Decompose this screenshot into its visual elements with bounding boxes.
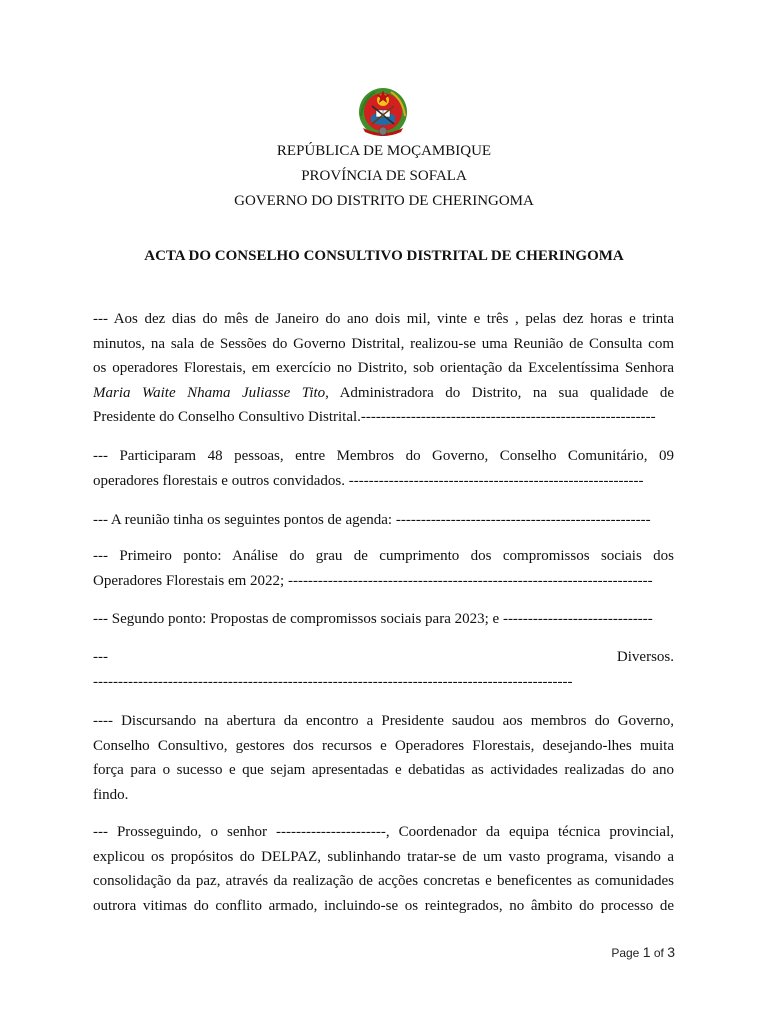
paragraph-line: --- Primeiro ponto: Análise do grau de cumprimento dos compromissos sociais dos	[93, 548, 674, 564]
page-number-footer: Page 1 of 3	[611, 944, 675, 960]
paragraph-line: Operadores Florestais em 2022; -------------------------------------------------------------------------	[93, 572, 653, 589]
paragraph-opening	[93, 307, 674, 430]
agenda-item-diversos: Diversos.	[616, 649, 674, 665]
paragraph-line: --- Aos dez dias do mês de Janeiro do ano dois mil, vinte e três , pelas dez horas e trinta	[93, 311, 674, 327]
header-province: PROVÍNCIA DE SOFALA	[301, 168, 467, 184]
current-page-number: 1	[642, 944, 651, 960]
total-page-count: 3	[667, 944, 675, 960]
document-title: ACTA DO CONSELHO CONSULTIVO DISTRITAL DE CHERINGOMA	[144, 248, 624, 264]
paragraph-participants	[93, 444, 674, 493]
paragraph-line: minutos, na sala de Sessões do Governo Distrital, realizou-se uma Reunião de Consulta com	[93, 335, 674, 352]
presiding-official-name: Maria Waite Nhama Juliasse Tito	[93, 384, 326, 401]
header-country: REPÚBLICA DE MOÇAMBIQUE	[276, 143, 492, 159]
paragraph-line: --- Segundo ponto: Propostas de compromissos sociais para 2023; e ------------------------------	[93, 611, 653, 627]
separator-dashes: ------------------------------------------------------------------------------------------------	[93, 674, 573, 690]
paragraph-line: --- Prosseguindo, o senhor ----------------------, Coordenador da equipa técnica provincial,	[93, 824, 674, 840]
paragraph-line: operadores florestais e outros convidados. -----------------------------------------------------------	[93, 472, 644, 489]
paragraph-line: Maria Waite Nhama Juliasse Tito, Administradora do Distrito, na sua qualidade de	[93, 384, 674, 401]
leading-dashes: ---	[93, 649, 108, 665]
paragraph-agenda-intro	[93, 508, 674, 533]
paragraph-second-point	[93, 607, 674, 632]
header-district-government: GOVERNO DO DISTRITO DE CHERINGOMA	[234, 193, 534, 209]
paragraph-line: consolidação da paz, através da realização de acções concretas e beneficentes as comunidades	[93, 873, 674, 889]
paragraph-line: outrora vitimas do conflito armado, incluindo-se os reintegrados, no âmbito do processo de	[93, 897, 674, 914]
paragraph-line: --- A reunião tinha os seguintes pontos de agenda: ---------------------------------------------------	[93, 512, 651, 528]
paragraph-first-point	[93, 544, 674, 593]
paragraph-line: os operadores Florestais, em exercício no Distrito, sob orientação da Excelentíssima Senhora	[93, 360, 674, 376]
paragraph-line: findo.	[93, 786, 129, 803]
paragraph-line: força para o sucesso e que sejam apresentadas e debatidas as actividades realizadas do ano	[93, 762, 674, 778]
paragraph-opening-speech	[93, 709, 674, 807]
paragraph-line: explicou os propósitos do DELPAZ, sublinhando tratar-se de um vasto programa, visando a	[93, 848, 674, 865]
mozambique-emblem-icon	[357, 86, 409, 138]
paragraph-line: --- Participaram 48 pessoas, entre Membros do Governo, Conselho Comunitário, 09	[93, 448, 674, 464]
paragraph-line: Presidente do Conselho Consultivo Distrital.-----------------------------------------------------------	[93, 409, 656, 425]
paragraph-line: Conselho Consultivo, gestores dos recursos e Operadores Florestais, desejando-lhes muita	[93, 737, 674, 754]
paragraph-line: ---- Discursando na abertura da encontro a Presidente saudou aos membros do Governo,	[93, 713, 674, 729]
paragraph-coordinator	[93, 820, 674, 918]
paragraph-third-point	[93, 645, 674, 669]
